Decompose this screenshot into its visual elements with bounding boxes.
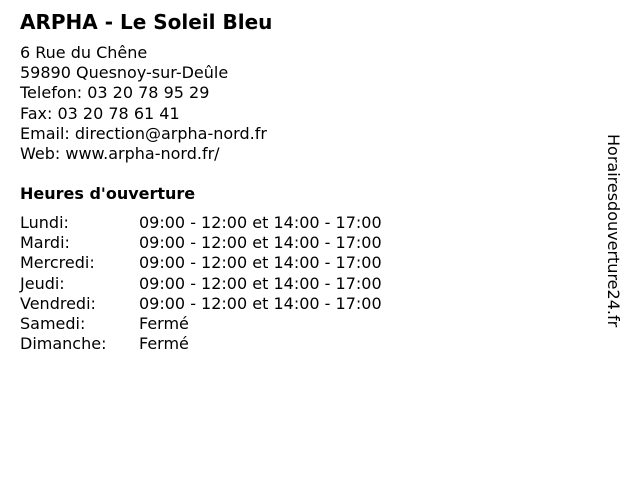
phone-number: Telefon: 03 20 78 95 29: [20, 83, 210, 103]
address-street: 6 Rue du Chêne: [20, 43, 148, 62]
hours-day: Jeudi:: [20, 273, 65, 293]
hours-table: [20, 213, 382, 354]
hours-time: 09:00 - 12:00 et 14:00 - 17:00: [139, 213, 382, 232]
email-address: Email: direction@arpha-nord.fr: [20, 123, 267, 143]
hours-time: Fermé: [139, 314, 189, 334]
hours-heading: Heures d'ouverture: [20, 184, 196, 203]
hours-day: Dimanche:: [20, 334, 107, 354]
address-city: 59890 Quesnoy-sur-Deûle: [20, 63, 229, 83]
fax-number: Fax: 03 20 78 61 41: [20, 103, 180, 123]
hours-row-wednesday: [20, 253, 382, 273]
hours-row-friday: [20, 294, 382, 314]
hours-time: 09:00 - 12:00 et 14:00 - 17:00: [139, 293, 382, 313]
hours-time: Fermé: [139, 334, 189, 354]
hours-time: 09:00 - 12:00 et 14:00 - 17:00: [139, 233, 382, 253]
hours-row-monday: [20, 213, 382, 233]
hours-row-sunday: [20, 334, 382, 354]
website-url: Web: www.arpha-nord.fr/: [20, 144, 220, 164]
hours-time: 09:00 - 12:00 et 14:00 - 17:00: [139, 253, 382, 273]
hours-day: Lundi:: [20, 213, 69, 232]
hours-row-tuesday: [20, 233, 382, 253]
hours-day: Mercredi:: [20, 253, 95, 273]
hours-day: Vendredi:: [20, 293, 96, 313]
business-name: ARPHA - Le Soleil Bleu: [20, 10, 273, 34]
hours-row-saturday: [20, 314, 382, 334]
hours-time: 09:00 - 12:00 et 14:00 - 17:00: [139, 273, 382, 293]
hours-row-thursday: [20, 274, 382, 294]
hours-day: Samedi:: [20, 314, 86, 334]
contact-block: [20, 43, 267, 164]
hours-day: Mardi:: [20, 233, 70, 253]
